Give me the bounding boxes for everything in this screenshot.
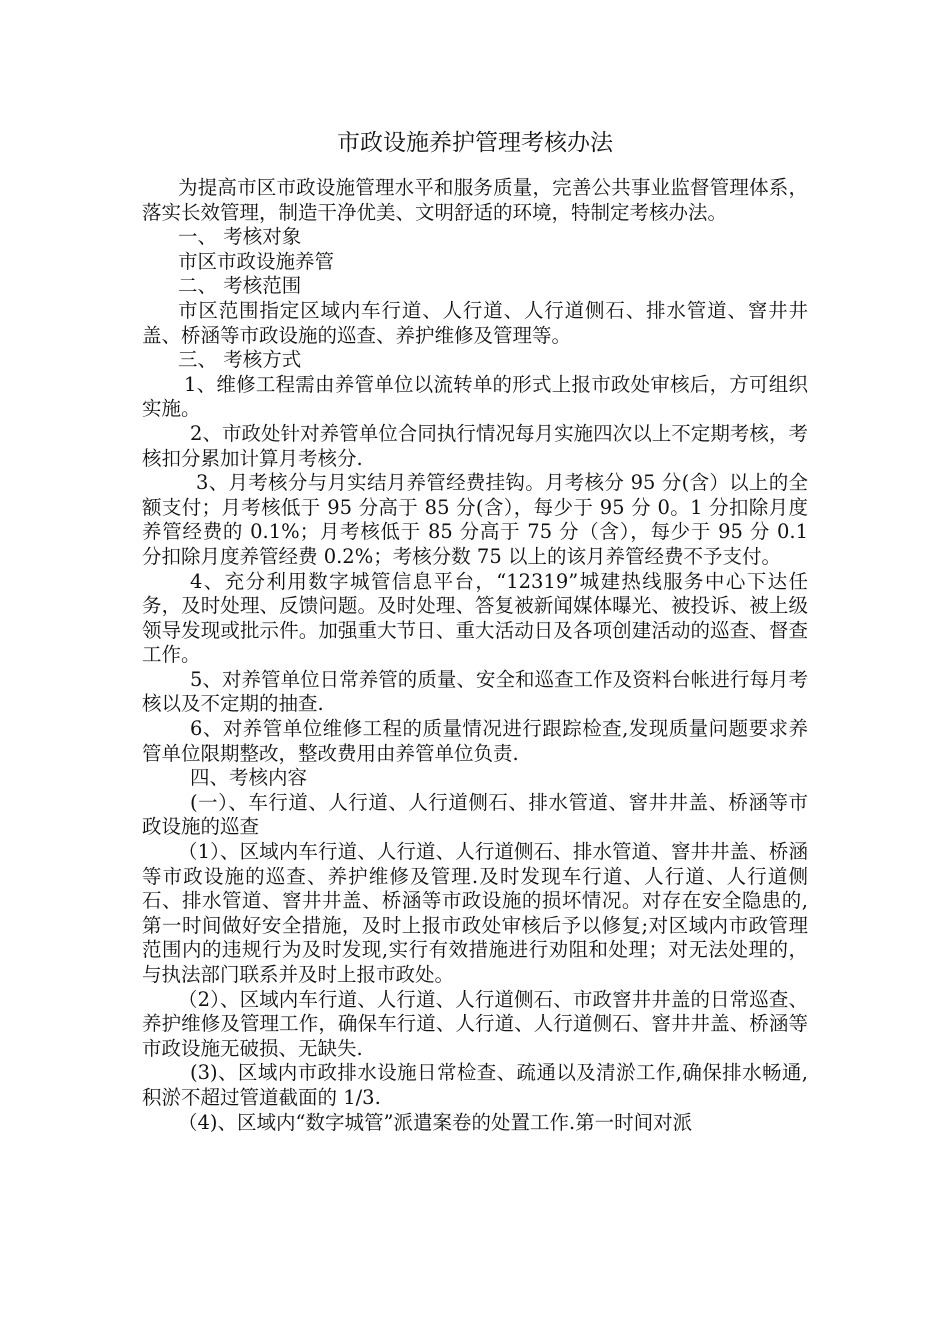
intro-paragraph: 为提高市区市政设施管理水平和服务质量，完善公共事业监督管理体系，落实长效管理，制造干净优美、文明舒适的环境，特制定考核办法。 <box>142 176 808 224</box>
document-title: 市政设施养护管理考核办法 <box>337 130 613 156</box>
method-item-2: 2、市政处针对养管单位合同执行情况每月实施四次以上不定期考核，考核扣分累加计算月考核分. <box>142 421 808 470</box>
section-body-2: 市区范围指定区域内车行道、人行道、人行道侧石、排水管道、窨井井盖、桥涵等市政设施的巡查、养护维修及管理等。 <box>142 298 808 347</box>
content-item-1: （1）、区域内车行道、人行道、人行道侧石、排水管道、窨井井盖、桥涵等市政设施的巡查、养护维修及管理.及时发现车行道、人行道、人行道侧石、排水管道、窨井井盖、桥涵等市政设施的损坏情况。对存在安全隐患的,第一时间做好安全措施，及时上报市政处审核后予以修复;对区域内市政管理范围内的违规行为及时发现,实行有效措施进行劝阻和处理；对无法处理的，与执法部门联系并及时上报市政处。 <box>142 840 808 986</box>
content-item-4: （4)、区域内“数字城管”派遣案卷的处置工作.第一时间对派 <box>178 1110 693 1134</box>
method-item-5: 5、对养管单位日常养管的质量、安全和巡查工作及资料台帐进行每月考核以及不定期的抽查. <box>142 667 808 716</box>
section-heading-2: 二、 考核范围 <box>178 274 302 298</box>
content-item-2: （2）、区域内车行道、人行道、人行道侧石、市政窨井井盖的日常巡查、养护维修及管理工作，确保车行道、人行道、人行道侧石、窨井井盖、桥涵等市政设施无破损、无缺失. <box>142 987 808 1060</box>
method-item-3: 3、月考核分与月实结月养管经费挂钩。月考核分 95 分(含）以上的全额支付；月考核低于 95 分高于 85 分(含），每少于 95 分 0。1 分扣除月度养管经费的 0.1%；月考核低于 85 分高于 75 分（含），每少于 95 分 0.1 分扣除月度养管经费 0.2%；考核分数 75 以上的该月养管经费不予支付。 <box>142 471 808 568</box>
section-heading-3: 三、 考核方式 <box>178 348 302 372</box>
section-body-1: 市区市政设施养管 <box>178 249 335 273</box>
content-item-3: (3)、区域内市政排水设施日常检查、疏通以及清淤工作,确保排水畅通,积淤不超过管道截面的 1/3. <box>142 1061 808 1109</box>
method-item-4: 4、充分利用数字城管信息平台，“12319”城建热线服务中心下达任务，及时处理、反馈问题。及时处理、答复被新闻媒体曝光、被投诉、被上级领导发现或批示件。加强重大节日、重大活动日及各项创建活动的巡查、督查工作。 <box>142 569 808 667</box>
content-subheading-1: (一）、车行道、人行道、人行道侧石、排水管道、窨井井盖、桥涵等市政设施的巡查 <box>142 790 808 839</box>
section-heading-4: 四、考核内容 <box>190 766 308 790</box>
method-item-1: 1、维修工程需由养管单位以流转单的形式上报市政处审核后，方可组织实施。 <box>142 372 808 421</box>
section-heading-1: 一、 考核对象 <box>178 225 302 249</box>
method-item-6: 6、对养管单位维修工程的质量情况进行跟踪检查,发现质量问题要求养管单位限期整改，整改费用由养管单位负责. <box>142 717 808 765</box>
document-page <box>142 128 808 1135</box>
